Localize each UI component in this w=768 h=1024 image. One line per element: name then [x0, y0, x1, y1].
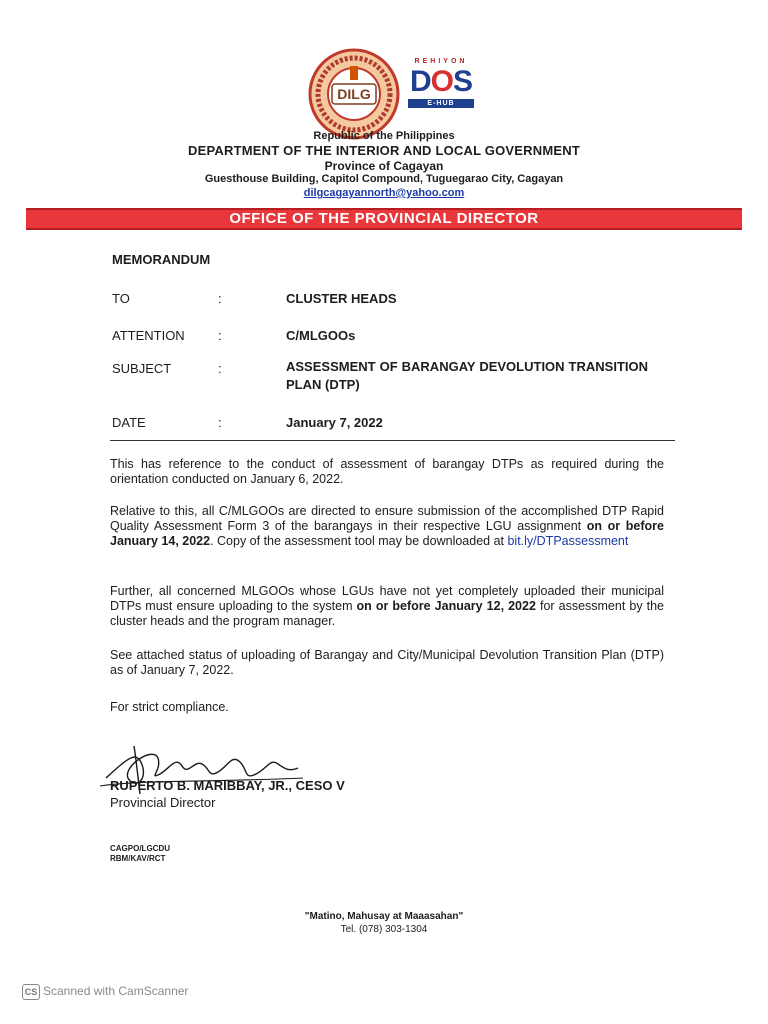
office-banner: OFFICE OF THE PROVINCIAL DIRECTOR	[26, 208, 742, 230]
dos-logo-main: DOS	[409, 65, 473, 98]
memo-title: MEMORANDUM	[112, 252, 211, 267]
submission-deadline: on or before January 14, 2022	[110, 519, 664, 548]
signatory-title: Provincial Director	[110, 795, 216, 810]
assessment-tool-link[interactable]: bit.ly/DTPassessment	[507, 534, 629, 548]
dos-logo-sub: E-HUB	[408, 99, 474, 108]
reference-code-1: CAGPO/LGCDU	[110, 844, 170, 853]
paragraph-reference: This has reference to the conduct of assessment of barangay DTPs as required during the orientation conducted on January 6, 2022.	[110, 457, 664, 486]
subject-value: ASSESSMENT OF BARANGAY DEVOLUTION TRANSITION PLAN (DTP)	[286, 359, 648, 392]
office-address: Guesthouse Building, Capitol Compound, Tuguegarao City, Cagayan	[204, 173, 564, 185]
dos-logo-top: REHIYON	[414, 58, 468, 65]
subject-label: SUBJECT	[112, 361, 172, 376]
dos-ehub-logo	[402, 58, 480, 118]
header-divider	[110, 440, 675, 441]
svg-text:DILG: DILG	[337, 86, 371, 102]
reference-code-2: RBM/KAV/RCT	[110, 854, 166, 863]
date-colon: :	[218, 415, 222, 430]
date-value: January 7, 2022	[286, 415, 383, 430]
date-label: DATE	[112, 415, 146, 430]
to-colon: :	[218, 291, 222, 306]
footer-telephone: Tel. (078) 303-1304	[340, 924, 428, 935]
department-name: DEPARTMENT OF THE INTERIOR AND LOCAL GOVERNMENT	[188, 143, 580, 158]
paragraph-submission: Relative to this, all C/MLGOOs are directed to ensure submission of the accomplished DTP Rapid Quality Assessment Form 3 of the barangays in their respective LGU assignment on or before January 14, 2022. Copy of the assessment tool may be downloaded at bit.ly/DTPassessment	[110, 504, 664, 548]
office-email-link[interactable]: dilgcagayannorth@yahoo.com	[303, 187, 465, 199]
camscanner-icon: CS	[22, 984, 40, 1000]
province-name: Province of Cagayan	[324, 159, 444, 173]
to-label: TO	[112, 291, 130, 306]
attention-value: C/MLGOOs	[286, 328, 356, 343]
to-value: CLUSTER HEADS	[286, 291, 397, 306]
paragraph-upload: Further, all concerned MLGOOs whose LGUs have not yet completely uploaded their municipal DTPs must ensure uploading to the system on or before January 12, 2022 for assessment by the cluster heads and the program manager.	[110, 584, 664, 628]
paragraph-compliance: For strict compliance.	[110, 700, 229, 714]
camscanner-watermark: Scanned with CamScanner	[43, 984, 189, 998]
upload-deadline: on or before January 12, 2022	[356, 599, 536, 613]
attention-colon: :	[218, 328, 222, 343]
signatory-name: RUPERTO B. MARIBBAY, JR., CESO V	[110, 778, 345, 793]
subject-colon: :	[218, 361, 222, 376]
paragraph-attachment: See attached status of uploading of Barangay and City/Municipal Devolution Transition Plan (DTP) as of January 7, 2022.	[110, 648, 664, 677]
attention-label: ATTENTION	[112, 328, 185, 343]
republic-label: Republic of the Philippines	[313, 130, 455, 142]
footer-motto: "Matino, Mahusay at Maaasahan"	[304, 911, 464, 922]
dilg-seal-logo	[308, 48, 400, 140]
